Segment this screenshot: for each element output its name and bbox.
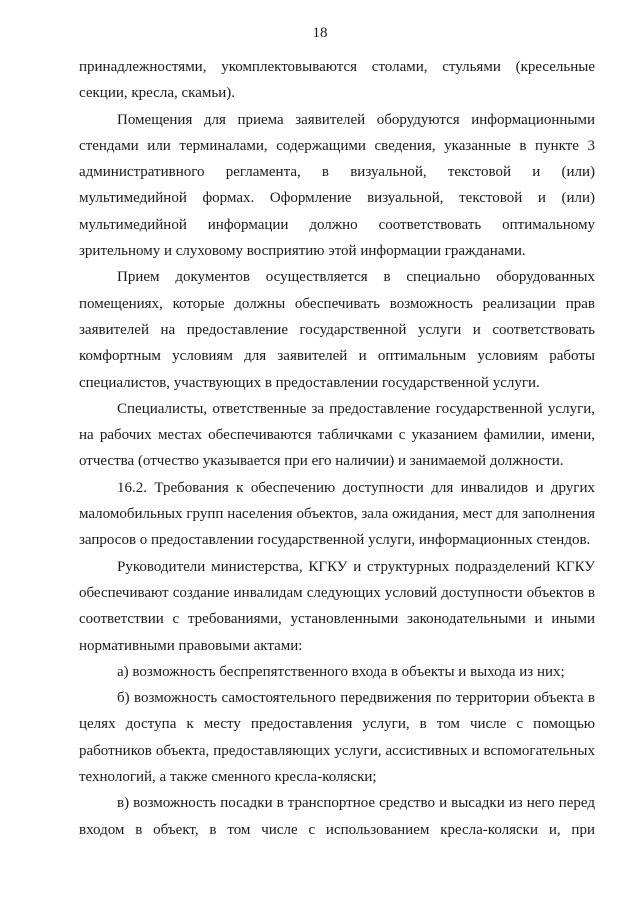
list-item-b: б) возможность самостоятельного передвижения по территории объекта в целях доступа к месту предоставления услуги, в том числе с помощью работников объекта, предоставляющих услуги, ассистивных и вспомогательных технологий, а также сменного кресла-коляски;: [79, 690, 595, 786]
page-number: 18: [312, 25, 328, 41]
paragraph-continuation: принадлежностями, укомплектовываются столами, стульями (кресельные секции, кресла, скамьи).: [79, 59, 595, 102]
body-text: [79, 54, 595, 843]
paragraph-managers: Руководители министерства, КГКУ и структурных подразделений КГКУ обеспечивают создание инвалидам следующих условий доступности объектов в соответствии с требованиями, установленными законодательными и иными нормативными правовыми актами:: [79, 558, 595, 654]
list-item-v: в) возможность посадки в транспортное средство и высадки из него перед входом в объект, в том числе с использованием кресла-коляски и, при: [79, 795, 595, 838]
paragraph-section-16-2: 16.2. Требования к обеспечению доступности для инвалидов и других маломобильных групп населения объектов, зала ожидания, мест для заполнения запросов о предоставлении государственной услуги, информационных стендов.: [79, 479, 595, 549]
paragraph-info-stands: Помещения для приема заявителей оборудуются информационными стендами или терминалами, содержащими сведения, указанные в пункте 3 административного регламента, в визуальной, текстовой и (или) мультимедийной формах. Оформление визуальной, текстовой и (или) мультимедийной информации должно соответствовать оптимальному зрительному и слуховому восприятию этой информации гражданами.: [79, 111, 595, 260]
paragraph-specialists: Специалисты, ответственные за предоставление государственной услуги, на рабочих местах обеспечиваются табличками с указанием фамилии, имени, отчества (отчество указывается при его наличии) и занимаемой должности.: [79, 400, 595, 470]
list-item-a: а) возможность беспрепятственного входа в объекты и выхода из них;: [117, 663, 565, 680]
paragraph-document-reception: Прием документов осуществляется в специально оборудованных помещениях, которые должны обеспечивать возможность реализации прав заявителей на предоставление государственной услуги и соответствовать комфортным условиям для заявителей и оптимальным условиям работы специалистов, участвующих в предоставлении государственной услуги.: [79, 269, 595, 391]
